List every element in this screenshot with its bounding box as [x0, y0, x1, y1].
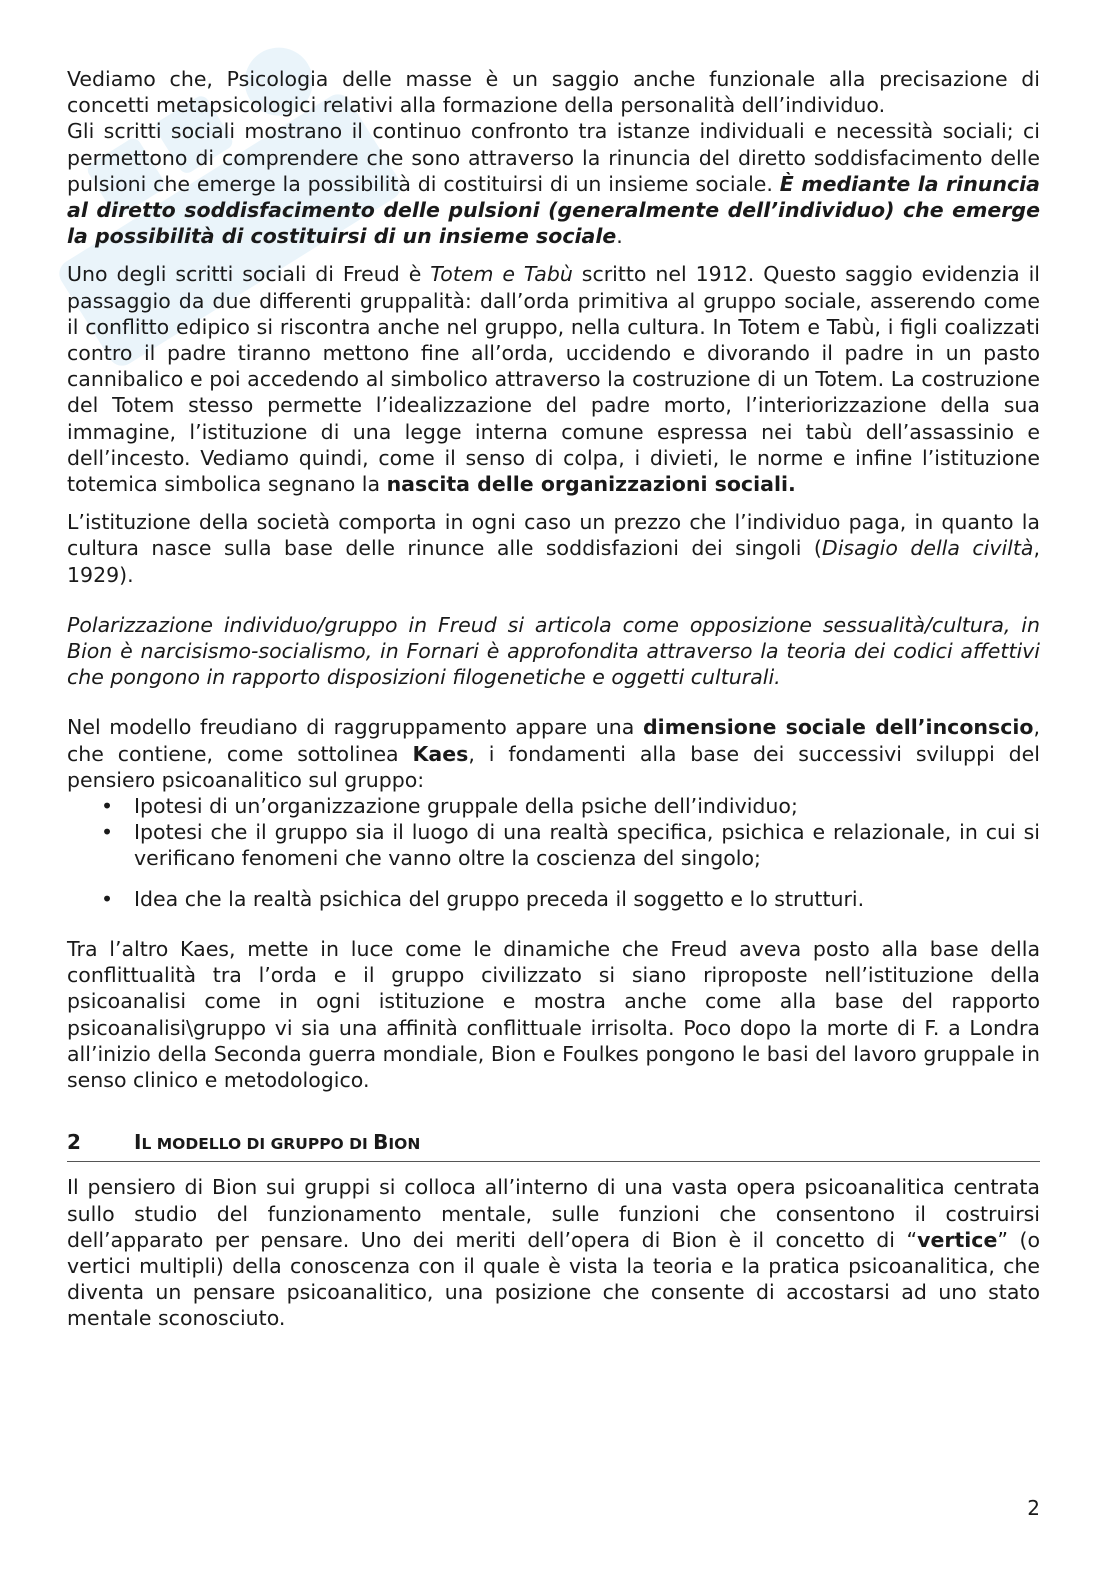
paragraph-bion-text-b: ” (o vertici multipli) della conoscenza con il quale è vista la teoria e la pratica psicoanalitica, che diventa un pensare psicoanalitico, una posizione che consente di accostarsi ad uno stato mentale sconosciuto.	[67, 1227, 1040, 1331]
section-heading	[67, 1129, 1040, 1162]
paragraph-intro	[67, 66, 1040, 118]
section-title	[134, 1129, 420, 1157]
paragraph-scritti-text: Gli scritti sociali mostrano il continuo confronto tra istanze individuali e necessità sociali; ci permettono di comprendere che sono attraverso la rinuncia del diretto soddisfacimento delle pulsioni che emerge la possibilità di costituirsi di un insieme sociale.	[67, 119, 1040, 196]
paragraph-istituzione	[67, 509, 1040, 588]
list-item-text: Idea che la realtà psichica del gruppo preceda il soggetto e lo strutturi.	[134, 886, 865, 911]
section-number: 2	[67, 1130, 81, 1155]
book-title-disagio: Disagio della civiltà	[821, 536, 1034, 561]
bullet-icon: •	[101, 886, 114, 911]
paragraph-scritti-end: .	[616, 224, 623, 249]
list-item-text: Ipotesi che il gruppo sia il luogo di una realtà specifica, psichica e relazionale, in cui si verificano fenomeni che vanno oltre la coscienza del singolo;	[134, 820, 1040, 871]
paragraph-bion	[67, 1174, 1040, 1331]
paragraph-totem-text-b: scritto nel 1912. Questo saggio evidenzia il passaggio da due differenti gruppalità: dall’orda primitiva al gruppo sociale, asserendo come il conflitto edipico si riscontra anche nel gruppo, nella cultura. In Totem e Tabù, i figli coalizzati contro il padre tiranno mettono fine all’orda, uccidendo e divorando il padre in un pasto cannibalico e poi accedendo al simbolico attraverso la costruzione di un Totem. La costruzione del Totem stesso permette l’idealizzazione del padre morto, l’interiorizzazione della sua immagine, l’istituzione di una legge interna comune espressa nei tabù dell’assassinio e dell’incesto. Vediamo quindi, come il senso di colpa, i divieti, le norme e infine l’istituzione totemica simbolica segnano la	[67, 262, 1040, 497]
paragraph-modello-freudiano	[67, 714, 1040, 793]
page-number: 2	[1027, 1496, 1040, 1520]
paragraph-kaes	[67, 936, 1040, 1093]
paragraph-polarizzazione-text: Polarizzazione individuo/gruppo in Freud si articola come opposizione sessualità/cultura, in Bion è narcisismo-socialismo, in Fornari è approfondita attraverso la teoria dei codici affettivi che pongono in rapporto disposizioni filogenetiche e oggetti culturali.	[67, 612, 1040, 690]
document-body	[67, 66, 1040, 1332]
paragraph-istituzione-text-b: , 1929).	[67, 536, 1040, 587]
section-title-initial-1: I	[134, 1130, 142, 1155]
paragraph-modello-text-a: Nel modello freudiano di raggruppamento appare una	[67, 715, 643, 740]
book-title-totem: Totem e Tabù	[430, 262, 573, 287]
paragraph-intro-text: Vediamo che, Psicologia delle masse è un saggio anche funzionale alla precisazione di concetti metapsicologici relativi alla formazione della personalità dell’individuo.	[67, 67, 1040, 118]
list-item	[67, 793, 1040, 819]
bullet-icon: •	[101, 794, 114, 819]
emphasis-nascita: nascita delle organizzazioni sociali.	[386, 472, 796, 497]
paragraph-totem-tabu	[67, 261, 1040, 497]
paragraph-istituzione-text-a: L’istituzione della società comporta in ogni caso un prezzo che l’individuo paga, in quanto la cultura nasce sulla base delle rinunce alle soddisfazioni dei singoli (	[67, 510, 1040, 561]
paragraph-kaes-text: Tra l’altro Kaes, mette in luce come le dinamiche che Freud aveva posto alla base della conflittualità tra l’orda e il gruppo civilizzato si siano riproposte nell’istituzione della psicoanalisi come in ogni istituzione e mostra anche come alla base del rapporto psicoanalisi\gruppo vi sia una affinità conflittuale irrisolta. Poco dopo la morte di F. a Londra all’inizio della Seconda guerra mondiale, Bion e Foulkes pongono le basi del lavoro gruppale in senso clinico e metodologico.	[67, 936, 1040, 1092]
paragraph-polarizzazione	[67, 612, 1040, 691]
list-item	[67, 886, 1040, 912]
bullet-list	[67, 793, 1040, 912]
emphasis-kaes: Kaes	[412, 741, 469, 766]
section-title-word-1: L MODELLO DI GRUPPO DI	[141, 1135, 374, 1154]
emphasis-vertice: vertice	[917, 1227, 998, 1252]
emphasis-dimensione-sociale: dimensione sociale dell’inconscio	[643, 715, 1034, 740]
paragraph-totem-text-a: Uno degli scritti sociali di Freud è	[67, 262, 431, 287]
emphasis-rinuncia: È mediante la rinuncia al diretto soddisfacimento delle pulsioni (generalmente dell’individuo) che emerge la possibilità di costituirsi di un insieme sociale	[67, 171, 1040, 249]
list-item	[67, 819, 1040, 871]
paragraph-bion-text-a: Il pensiero di Bion sui gruppi si colloca all’interno di una vasta opera psicoanalitica centrata sullo studio del funzionamento mentale, sulle funzioni che consentono il costruirsi dell’apparato per pensare. Uno dei meriti dell’opera di Bion è il concetto di “	[67, 1175, 1040, 1252]
paragraph-scritti-sociali	[67, 118, 1040, 249]
bullet-icon: •	[101, 820, 114, 845]
paragraph-modello-text-b: , che contiene, come sottolinea	[67, 715, 1040, 766]
section-title-initial-2: B	[373, 1130, 389, 1155]
paragraph-modello-text-c: , i fondamenti alla base dei successivi sviluppi del pensiero psicoanalitico sul gruppo:	[67, 741, 1040, 792]
section-title-word-2: ION	[388, 1135, 421, 1154]
list-item-text: Ipotesi di un’organizzazione gruppale della psiche dell’individuo;	[134, 794, 798, 819]
